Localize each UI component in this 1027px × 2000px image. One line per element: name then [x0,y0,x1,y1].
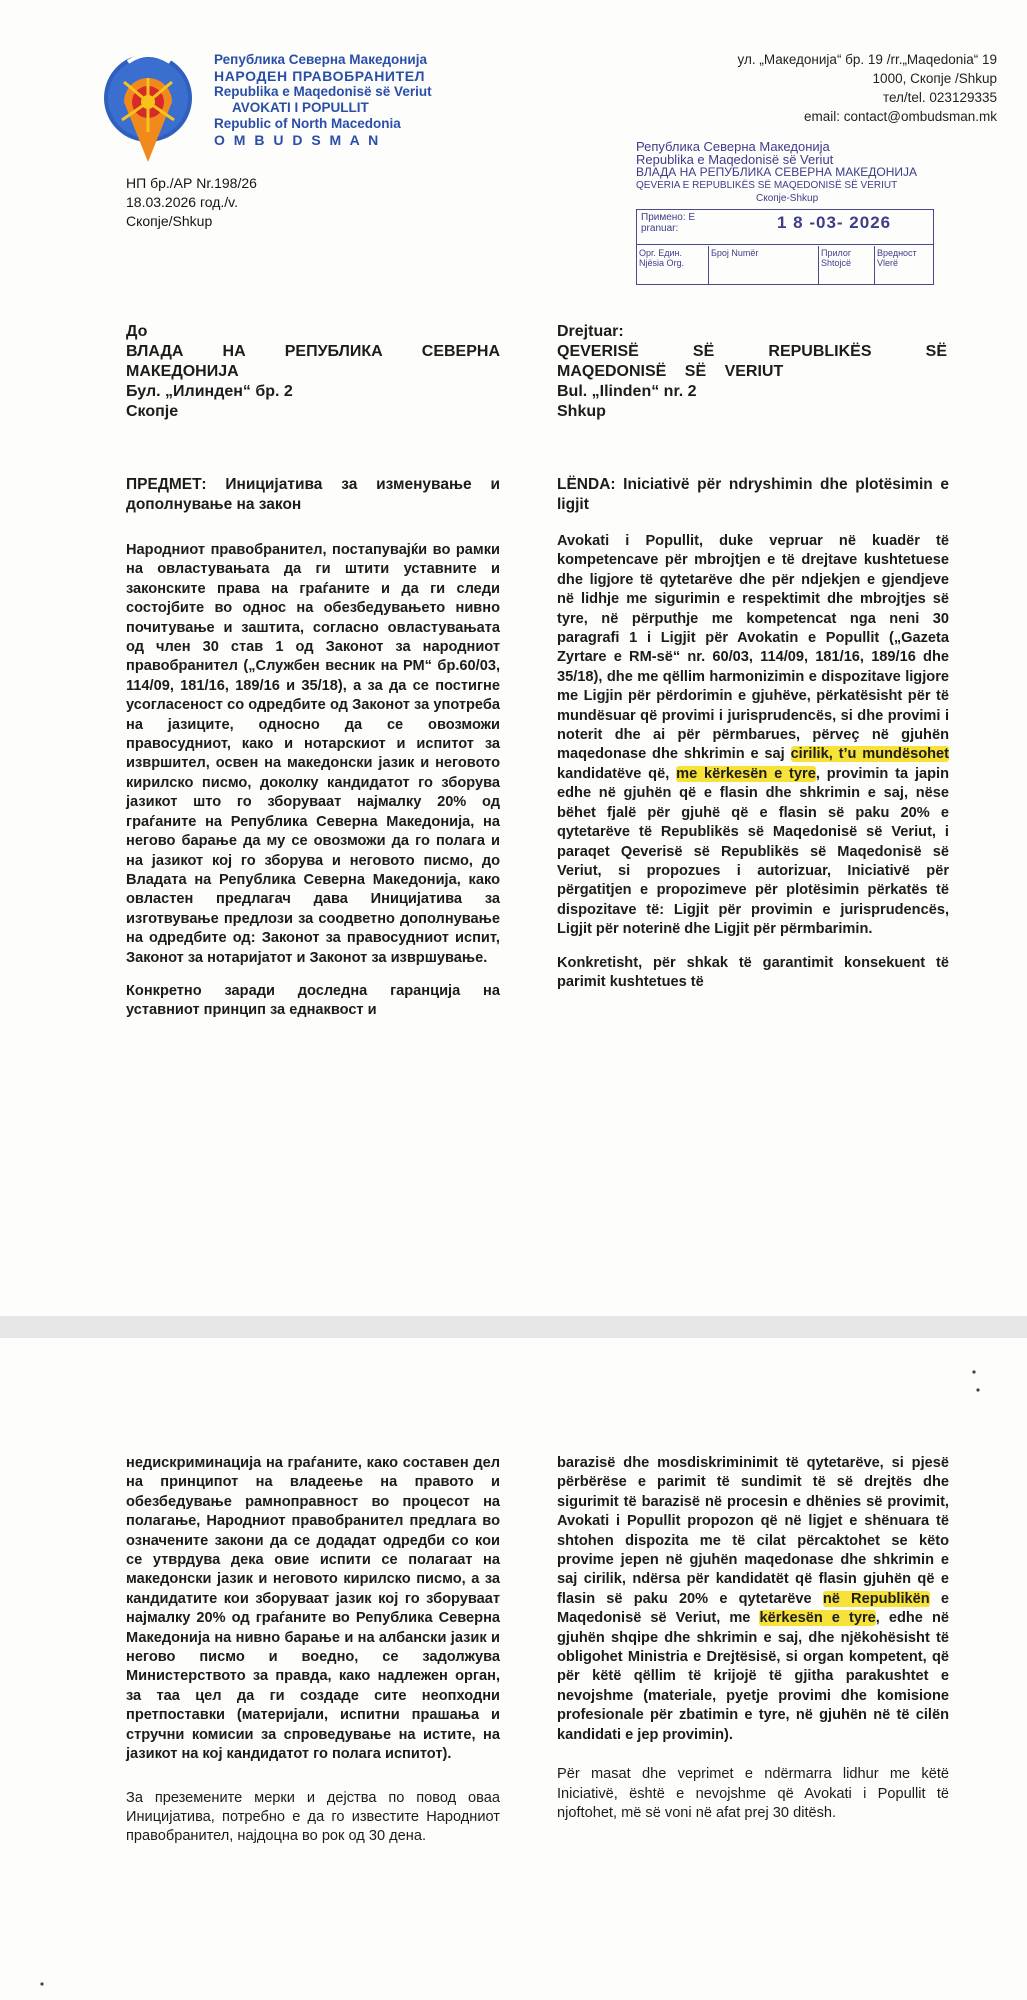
address-line: тел/tel. 023129335 [882,90,997,105]
logo-line: AVOKATI I POPULLIT [232,100,369,115]
document-page-2 [0,1338,1027,2000]
recipient-city: Скопје [126,403,179,420]
paragraph: За преземените мерки и дејства по повод оваа Иницијатива, потребно е да го известите Народниот правобранител, најдоцна во рок од 30 дена. [126,1789,500,1845]
stamp-received-label: Примено: E pranuar: [641,212,696,234]
recipient-label: До [126,323,148,340]
text-run: e Maqedonisë së Veriut, me [557,1590,949,1627]
reference-number [126,174,257,231]
paragraph: Народниот правобранител, постапувајќи во рамки на овластувањата да ги штити уставните и законските права на граѓаните и да ги следи состојбите во однос на обезбедувањето нивно почитување и заштита, согласно овластувањата од член 30 став 1 од Законот за народниот правобранител („Службен весник на РМ“ бр.60/03, 114/09, 181/16, 189/16 и 35/18), а за да се постигне усогласеност со одредбите од Законот за употреба на јазиците, односно да се овозможи правосудниот, како и нотарскиот и испитот за извршител, освен на македонски јазик и неговото кирилско писмо, доколку кандидатот го зборува јазикот што го зборуваат најмалку 20% од граѓаните на Република Северна Македонија, на негово барање да му се овозможи да го полага и на јазикот кој го зборува и неговото писмо, до Владата на Република Северна Македонија, како овластен предлагач дава Иницијатива за изготвување предлози за соодветно дополнување на одредбите од: Законот за правосудниот испит, Законот за нотаријатот и Законот за извршување. [126,542,500,966]
recipient-sq [557,322,947,422]
text-run: kandidatëve që, [557,765,670,782]
body-mk-column [126,541,500,1035]
recipient-name: QEVERISË SË REPUBLIKËS SË MAQEDONISË SË VERIUT [557,343,947,380]
recipient-name: ВЛАДА НА РЕПУБЛИКА СЕВЕРНА МАКЕДОНИЈА [126,343,500,380]
text-run: barazisë dhe mosdiskriminimit të qytetarëve, si pjesë përbërëse e parimit të sundimit të së drejtës dhe sigurimit të barazisë në procesin e dhënies së provimit, Avokati i Popullit propozon që në ligjet e shënuara të shtohen dispozita me të cilat përcaktohet se këto provime jepen në gjuhën maqedonase dhe shkrimin e saj cirilik, ndërsa për kandidatët që flasin gjuhën që e flasin së paku 20% e qytetarëve [557,1455,949,1607]
highlighted-text: në Republikën [822,1590,930,1607]
recipient-mk [126,322,500,422]
paragraph [557,532,949,940]
highlighted-text: cirilik, t’u mundësohet [790,746,949,763]
stamp-line: Скопје-Shkup [756,193,819,204]
stamp-line: Република Северна Македонија [636,139,830,154]
paragraph: Конкретно заради доследна гаранција на уставниот принцип за еднаквост и [126,982,500,1019]
logo-line: НАРОДЕН ПРАВОБРАНИТЕЛ [214,68,426,84]
ombudsman-logo-icon [84,42,212,170]
stamp-cell: Број Numër [709,246,819,284]
text-run: Avokati i Popullit, duke vepruar në kuadër të kompetencave për mbrojtjen e të drejtave kushtetuese dhe ligjore të qytetarëve dhe për ndjekjen e gjendjeve në lidhje me sigurimin e respektimit dhe mbrojtjes së tyre, në përputhje me kompetencat nga neni 30 paragrafi 1 i Ligjit për Avokatin e Popullit („Gazeta Zyrtare e RM-së“ nr. 60/03, 114/09, 181/16, 189/16 dhe 35/18), dhe me qëllim harmonizimin e dispozitave ligjore me Ligjin për përdorimin e gjuhëve, përkatësisht për të mundësuar që provimi i jurisprudencës, si dhe provimi i noterit dhe ai për përmbarues, përveç në gjuhën maqedonase dhe shkrimin e saj [557,533,949,763]
paragraph: недискриминација на граѓаните, како составен дел на принципот на владеење на правото и обезбедување рамноправност во процесот на полагање, Народниот правобранител предлага во означените закони да се додадат одредби со кои се утврдува дека овие испити се полагаат на македонски јазик и неговото кирилско писмо, а за кандидатите кои зборуваат јазик кој го зборуваат најмалку 20% од граѓаните во Република Северна Македонија на нивно барање и на албански јазик и негово писмо и воедно, се задолжува Министерството за правда, како надлежен орган, за таа цел да ги создаде сите неопходни претпоставки (материјали, испитни прашања и стручни комисии за спроведување на истите, на јазикот на кој кандидатот го полага испитот). [126,1455,500,1763]
text-run: , edhe në gjuhën shqipe dhe shkrimin e saj, dhe njëkohësisht të obligohet Ministria e Drejtësisë, si organ kompetent, që për këtë qëllim të krijojë të gjitha parakushtet e nevojshme (materiale, pyetje provimi dhe komisione profesionale për zbatimin e tyre, në gjuhën në të cilën kandidati e jep provimin). [557,1610,949,1743]
ref-line: НП бр./АР Nr.198/26 [126,175,257,191]
highlighted-text: me kërkesën e tyre [676,765,816,782]
institution-name [214,52,432,148]
recipient-street: Bul. „Ilinden“ nr. 2 [557,383,697,400]
margin-dot-icon [36,1978,48,1990]
text-run: , provimin ta japin edhe në gjuhën që e flasin dhe shkrimin e saj, nëse bëhet fjalë për gjuhë që e flasin së paku 20% e qytetarëve të Republikës së Maqedonisë së Veriut, i paraqet Qeverisë së Republikës së Maqedonisë së Veriut, si propozues i autorizuar, Iniciativë për përgatitjen e propozimeve për plotësimin përkatës të dispozitave të: Ligjit për provimin e jurisprudencës, Ligjit për noterinë dhe Ligjit për përmbarimin. [557,765,949,938]
stamp-grid [636,209,934,285]
stamp-line: QEVERIA E REPUBLIKËS SË MAQEDONISË SË VERIUT [636,180,898,191]
body-mk-column [126,1454,500,1861]
ref-date: 18.03.2026 год./v. [126,194,239,210]
stamp-line: Republika e Maqedonisë së Veriut [636,152,834,167]
stamp-received-date: 1 8 -03- 2026 [777,213,892,232]
paragraph: Për masat dhe veprimet e ndërmarra lidhur me këtë Iniciativë, është e nevojshme që Avokati i Popullit të njoftohet, më së voni në afat prej 30 ditësh. [557,1766,949,1821]
address-line: ул. „Македонија“ бр. 19 /rr.„Maqedonia“ 19 [737,52,997,67]
stamp-cell: Вредност Vlerë [877,248,917,268]
paragraph: Konkretisht, për shkak të garantimit konsekuent të parimit kushtetues të [557,954,949,990]
logo-line: Република Северна Македонија [214,52,427,67]
stamp-cell: Прилог Shtojcë [819,246,875,284]
highlighted-text: kërkesën e tyre [759,1610,876,1627]
contact-address [637,50,997,126]
subject-sq: LËNDA: Iniciativë për ndryshimin dhe plotësimin e ligjit [557,476,949,513]
logo-line: O M B U D S M A N [214,132,381,148]
stamp-line: ВЛАДА НА РЕПУБЛИКА СЕВЕРНА МАКЕДОНИЈА [636,165,918,179]
body-sq-column [557,1454,949,1837]
recipient-city: Shkup [557,403,606,420]
recipient-street: Бул. „Илинден“ бр. 2 [126,383,293,400]
paragraph [557,1454,949,1745]
address-email: email: contact@ombudsman.mk [803,109,997,124]
reception-stamp [636,140,934,285]
stamp-cell: Орг. Един. Njësia Org. [637,246,709,284]
ref-city: Скопје/Shkup [126,213,213,229]
logo-line: Republika e Maqedonisë së Veriut [214,84,432,99]
margin-dots-icon [968,1366,988,1396]
recipient-label: Drejtuar: [557,323,624,340]
logo-line: Republic of North Macedonia [214,116,401,131]
address-line: 1000, Скопје /Shkup [872,71,997,86]
body-sq-column [557,532,949,1006]
subject-mk: ПРЕДМЕТ: Иницијатива за изменување и дополнување на закон [126,476,500,513]
